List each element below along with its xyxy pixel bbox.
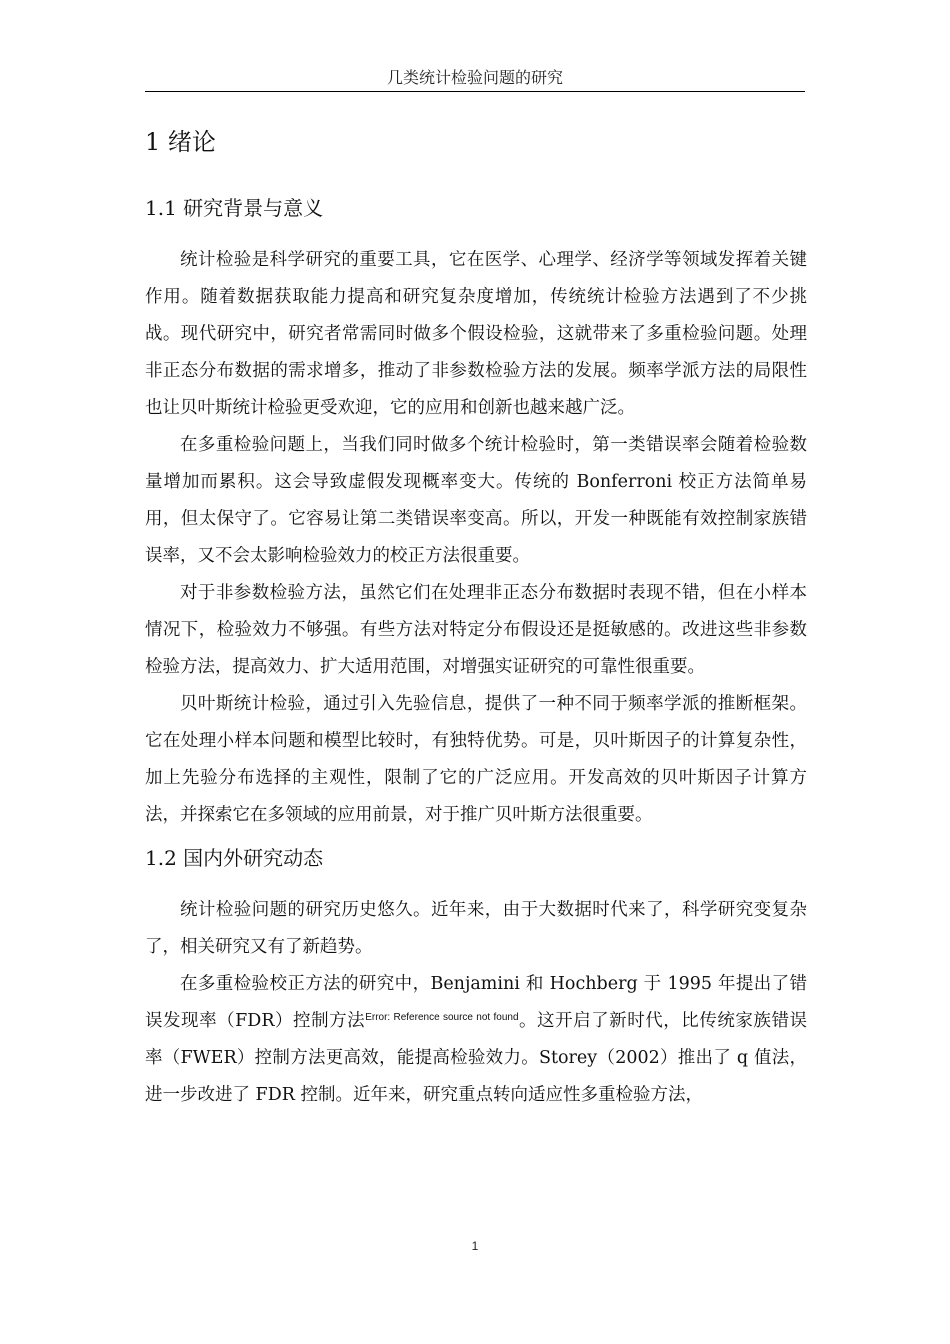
paragraph: 在多重检验问题上，当我们同时做多个统计检验时，第一类错误率会随着检验数量增加而累积。这会导致虚假发现概率变大。传统的 Bonferroni 校正方法简单易用，但太保守了。它容易让第二类错误率变高。所以，开发一种既能有效控制家族错误率，又不会太影响检验效力的校正方法很重要。 — [145, 435, 807, 566]
page-number: 1 — [471, 1239, 479, 1253]
section-heading-1-1: 1.1 研究背景与意义 — [145, 196, 324, 220]
chapter-heading: 1 绪论 — [145, 128, 216, 156]
paragraph-text: 在多重检验校正方法的研究中，Benjamini 和 Hochberg 于 1995 年提出了错误发现率（FDR）控制方法 — [145, 974, 807, 1031]
header-rule — [145, 91, 805, 92]
section-heading-1-2: 1.2 国内外研究动态 — [145, 846, 324, 870]
paragraph: 统计检验问题的研究历史悠久。近年来，由于大数据时代来了，科学研究变复杂了，相关研究又有了新趋势。 — [145, 900, 807, 957]
paragraph: 对于非参数检验方法，虽然它们在处理非正态分布数据时表现不错，但在小样本情况下，检验效力不够强。有些方法对特定分布假设还是挺敏感的。改进这些非参数检验方法，提高效力、扩大适用范围，对增强实证研究的可靠性很重要。 — [145, 583, 807, 677]
paragraph-text: 。这开启了新时代，比传统家族错误率（FWER）控制方法更高效，能提高检验效力。Storey（2002）推出了 q 值法，进一步改进了 FDR 控制。近年来，研究重点转向适应性多重检验方法， — [145, 1011, 807, 1105]
paragraph: 统计检验是科学研究的重要工具，它在医学、心理学、经济学等领域发挥着关键作用。随着数据获取能力提高和研究复杂度增加，传统统计检验方法遇到了不少挑战。现代研究中，研究者常需同时做多个假设检验，这就带来了多重检验问题。处理非正态分布数据的需求增多，推动了非参数检验方法的发展。频率学派方法的局限性也让贝叶斯统计检验更受欢迎，它的应用和创新也越来越广泛。 — [145, 250, 807, 418]
paragraph: 贝叶斯统计检验，通过引入先验信息，提供了一种不同于频率学派的推断框架。它在处理小样本问题和模型比较时，有独特优势。可是，贝叶斯因子的计算复杂性，加上先验分布选择的主观性，限制了它的广泛应用。开发高效的贝叶斯因子计算方法，并探索它在多领域的应用前景，对于推广贝叶斯方法很重要。 — [145, 694, 807, 825]
running-header: 几类统计检验问题的研究 — [386, 68, 563, 87]
reference-error-marker[interactable]: Error: Reference source not found — [365, 1012, 519, 1023]
paragraph — [145, 966, 807, 1114]
page-body — [145, 118, 807, 1114]
